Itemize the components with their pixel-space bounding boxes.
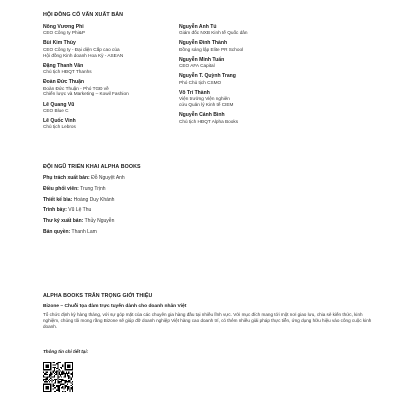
board-member <box>179 40 339 52</box>
team-member-name: Vũ Lệ Thu <box>68 207 92 214</box>
member-role: CEO AFA Capital <box>179 63 215 69</box>
team-row <box>43 197 373 204</box>
team-role-label: Bản quyền: <box>43 228 71 235</box>
team-member-name: Đỗ Nguyệt Anh <box>91 175 125 181</box>
member-name: Võ Trí Thành <box>179 89 210 96</box>
member-role: Viện trưởng Viện nghiên <box>179 96 230 102</box>
member-name: Nguyễn Đình Thành <box>179 40 228 47</box>
team-role-label: Thiết kế bìa: <box>43 196 73 203</box>
advisory-board-section <box>43 12 373 130</box>
member-name: Nguyễn Cảnh Bình <box>179 112 225 119</box>
member-name: Lê Quốc Vinh <box>43 118 76 125</box>
board-member <box>43 40 183 58</box>
team-list <box>43 175 373 235</box>
team-role-label: Phụ trách xuất bản: <box>43 175 90 181</box>
advisory-board-right-column <box>179 24 339 129</box>
member-role: Đồng sáng lập Elite PR School <box>179 46 244 52</box>
team-row <box>43 175 373 182</box>
member-role: Chủ tịch Lebros <box>43 124 76 130</box>
team-role-label: Trình bày: <box>43 207 67 214</box>
board-member <box>179 24 339 36</box>
board-member <box>179 57 339 69</box>
member-role: Phó Chủ tịch CSMO <box>179 79 222 85</box>
member-name: Đoàn Đức Thuận <box>43 79 85 86</box>
member-role: CEO Công ty - Đại diện Cấp cao của <box>43 46 120 52</box>
member-name: Nông Vương Phi <box>43 24 84 30</box>
member-name: Lê Quang Vũ <box>43 101 75 108</box>
advisory-board-title: HỘI ĐỒNG CỐ VẤN XUẤT BẢN <box>43 12 124 18</box>
contact-label: Thông tin chi tiết tại: <box>43 349 89 354</box>
member-role: CEO Blue C <box>43 107 69 113</box>
member-role: Chiến lược và Marketing – Kowil Fashion <box>43 91 129 97</box>
team-member-name: Hoàng Duy Khánh <box>73 196 115 203</box>
board-member <box>43 102 183 114</box>
board-member <box>179 73 339 85</box>
member-name: Nguyễn Anh Tú <box>179 24 217 30</box>
board-member <box>179 90 339 108</box>
board-member <box>43 24 183 36</box>
member-name: Nguyễn Minh Tuấn <box>179 56 225 63</box>
member-role: CEO Công ty Phi&P <box>43 30 85 36</box>
intro-subhead: Bizone – Chuỗi tọa đàm trực tuyến dành cho doanh nhân Việt <box>43 304 187 309</box>
document-page <box>43 0 373 400</box>
member-role: Chủ tịch HĐQT Alpha Books <box>179 118 239 124</box>
member-name: Đặng Thanh Vân <box>43 62 84 69</box>
team-role-label: Thư ký xuất bản: <box>43 218 84 225</box>
member-role: cứu Quản lý Kinh tế CIEM <box>179 102 234 108</box>
board-member <box>43 63 183 75</box>
team-role-label: Điều phối viên: <box>43 185 79 192</box>
intro-section <box>43 293 373 330</box>
team-row <box>43 186 373 193</box>
advisory-board-left-column <box>43 24 183 135</box>
team-member-name: Thủy Nguyễn <box>84 218 115 225</box>
member-name: Bùi Kim Thùy <box>43 40 76 47</box>
team-row <box>43 229 373 236</box>
member-role: Đoàn Đức Thuận - Phó TGĐ về <box>43 85 109 91</box>
team-member-name: Thanh Lam <box>71 228 97 235</box>
team-title: ĐỘI NGŨ TRIỂN KHAI ALPHA BOOKS <box>43 164 141 170</box>
board-member <box>43 79 183 97</box>
team-row <box>43 207 373 214</box>
member-name: Nguyễn T. Quỳnh Trang <box>179 73 236 80</box>
board-member <box>43 118 183 130</box>
intro-title: ALPHA BOOKS TRÂN TRỌNG GIỚI THIỆU <box>43 293 153 299</box>
member-role: Hội đồng Kinh doanh Hoa Kỳ - ASEAN <box>43 52 124 58</box>
member-role: Chủ tịch HĐQT Thanhs <box>43 69 92 75</box>
qr-code-icon[interactable] <box>43 362 73 392</box>
member-role: Giám đốc NXB Kinh tế Quốc dân <box>179 30 248 36</box>
team-member-name: Trung Trịnh <box>80 185 106 192</box>
team-section <box>43 164 373 240</box>
team-row <box>43 218 373 225</box>
intro-paragraph: Tổ chức định kỳ hàng tháng, với sự góp mặt của các chuyên gia hàng đầu tại nhiều lĩnh vực. Với mục đích mang tới một nơi giao lưu, chia sẻ kiến thức, kinh nghiệm, chúng tôi mong rằng Bizone sẽ giúp đỡ doanh nghiệp Việt hàng cao doanh trí, có thêm nhiều giải pháp thực tiễn, ứng dụng hữu hiệu vào công cuộc kinh doanh. <box>43 312 372 330</box>
board-member <box>179 112 339 124</box>
